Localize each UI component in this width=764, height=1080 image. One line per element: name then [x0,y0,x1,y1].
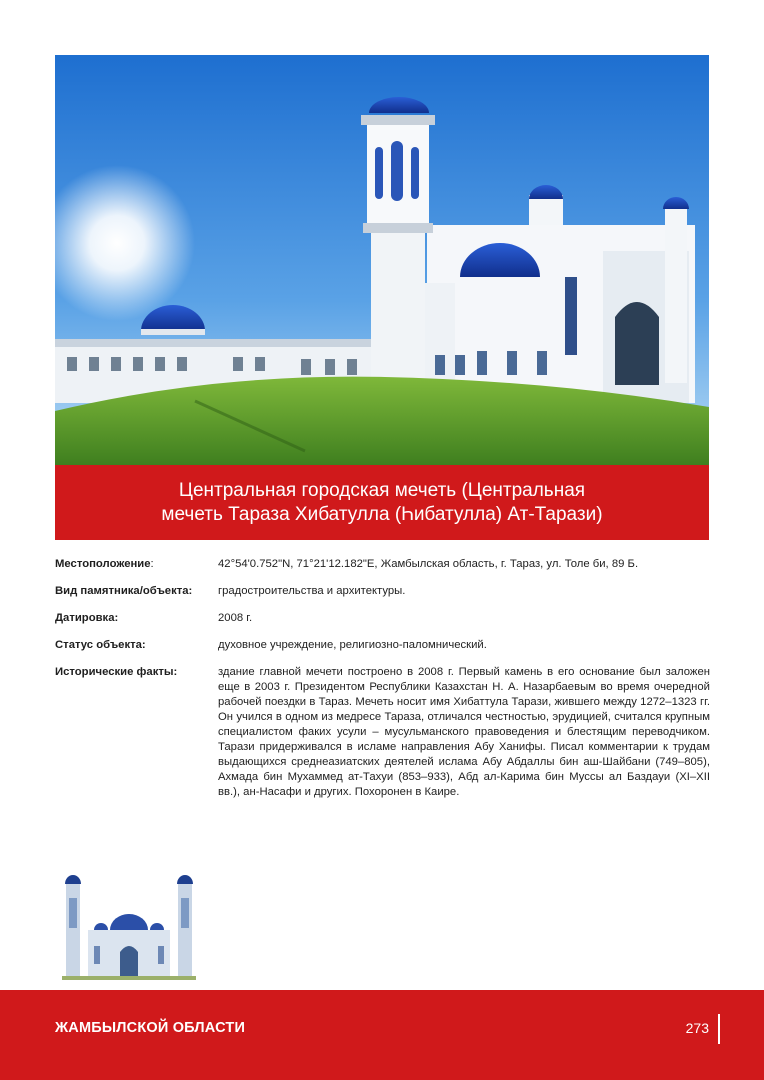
fact-value-location: 42°54'0.752"N, 71°21'12.182"E, Жамбылская область, г. Тараз, ул. Толе би, 89 Б. [218,558,639,570]
fact-label-type: Вид памятника/объекта: [55,585,193,597]
fact-value-type: градостроительства и архитектуры. [218,585,406,597]
fact-row-location [55,557,710,572]
mosque-photo [55,55,709,465]
fact-label-status: Статус объекта: [55,639,146,651]
fact-label-history: Исторические факты: [55,666,178,678]
title-line-2: мечеть Тараза Хибатулла (Һибатулла) Ат-Тарази) [161,503,603,525]
fact-value-history: здание главной мечети построено в 2008 г. Первый камень в его основание был заложен еще в 2003 г. Президентом Республики Казахстан Н. А. Назарбаевым во время очередной рабочей поездки в Тараз. Мечеть носит имя Хибаттула Тарази, жившего между 1272–1323 гг. Он учился в одном из медресе Тараза, отличался честностью, эрудицией, считался крупным специалистом факих усули – мусульманского правоведения и блестящим переводчиком. Тарази придерживался в исламе направления Абу Ханифы. Писал комментарии к трудам выдающихся среднеазиатских деятелей ислама Абу Абдаллы бин аш-Шайбани (749–805), Ахмада бин Мухаммед ат-Тахуи (853–933), Абд ал-Карима бин Муссы ал Баздауи (XI–XII вв.), ан-Насафи и других. Похоронен в Каире. [218,666,710,798]
footer-band [0,990,764,1080]
title-band [55,465,709,540]
fact-row-status [55,638,710,653]
mosque-illustration-icon [58,866,200,982]
page-number: 273 [685,1020,709,1036]
fact-label-location: Местоположение: [55,558,154,570]
fact-row-type [55,584,710,599]
fact-value-dating: 2008 г. [218,612,253,624]
title-line-1: Центральная городская мечеть (Центральная [178,479,586,501]
fact-label-dating: Датировка: [55,612,119,624]
footer-divider [718,1014,720,1044]
fact-row-dating [55,611,710,626]
facts-table [55,557,710,812]
footer-region: ЖАМБЫЛСКОЙ ОБЛАСТИ [55,1020,246,1036]
fact-row-history [55,665,710,800]
fact-value-status: духовное учреждение, религиозно-паломнический. [218,639,487,651]
